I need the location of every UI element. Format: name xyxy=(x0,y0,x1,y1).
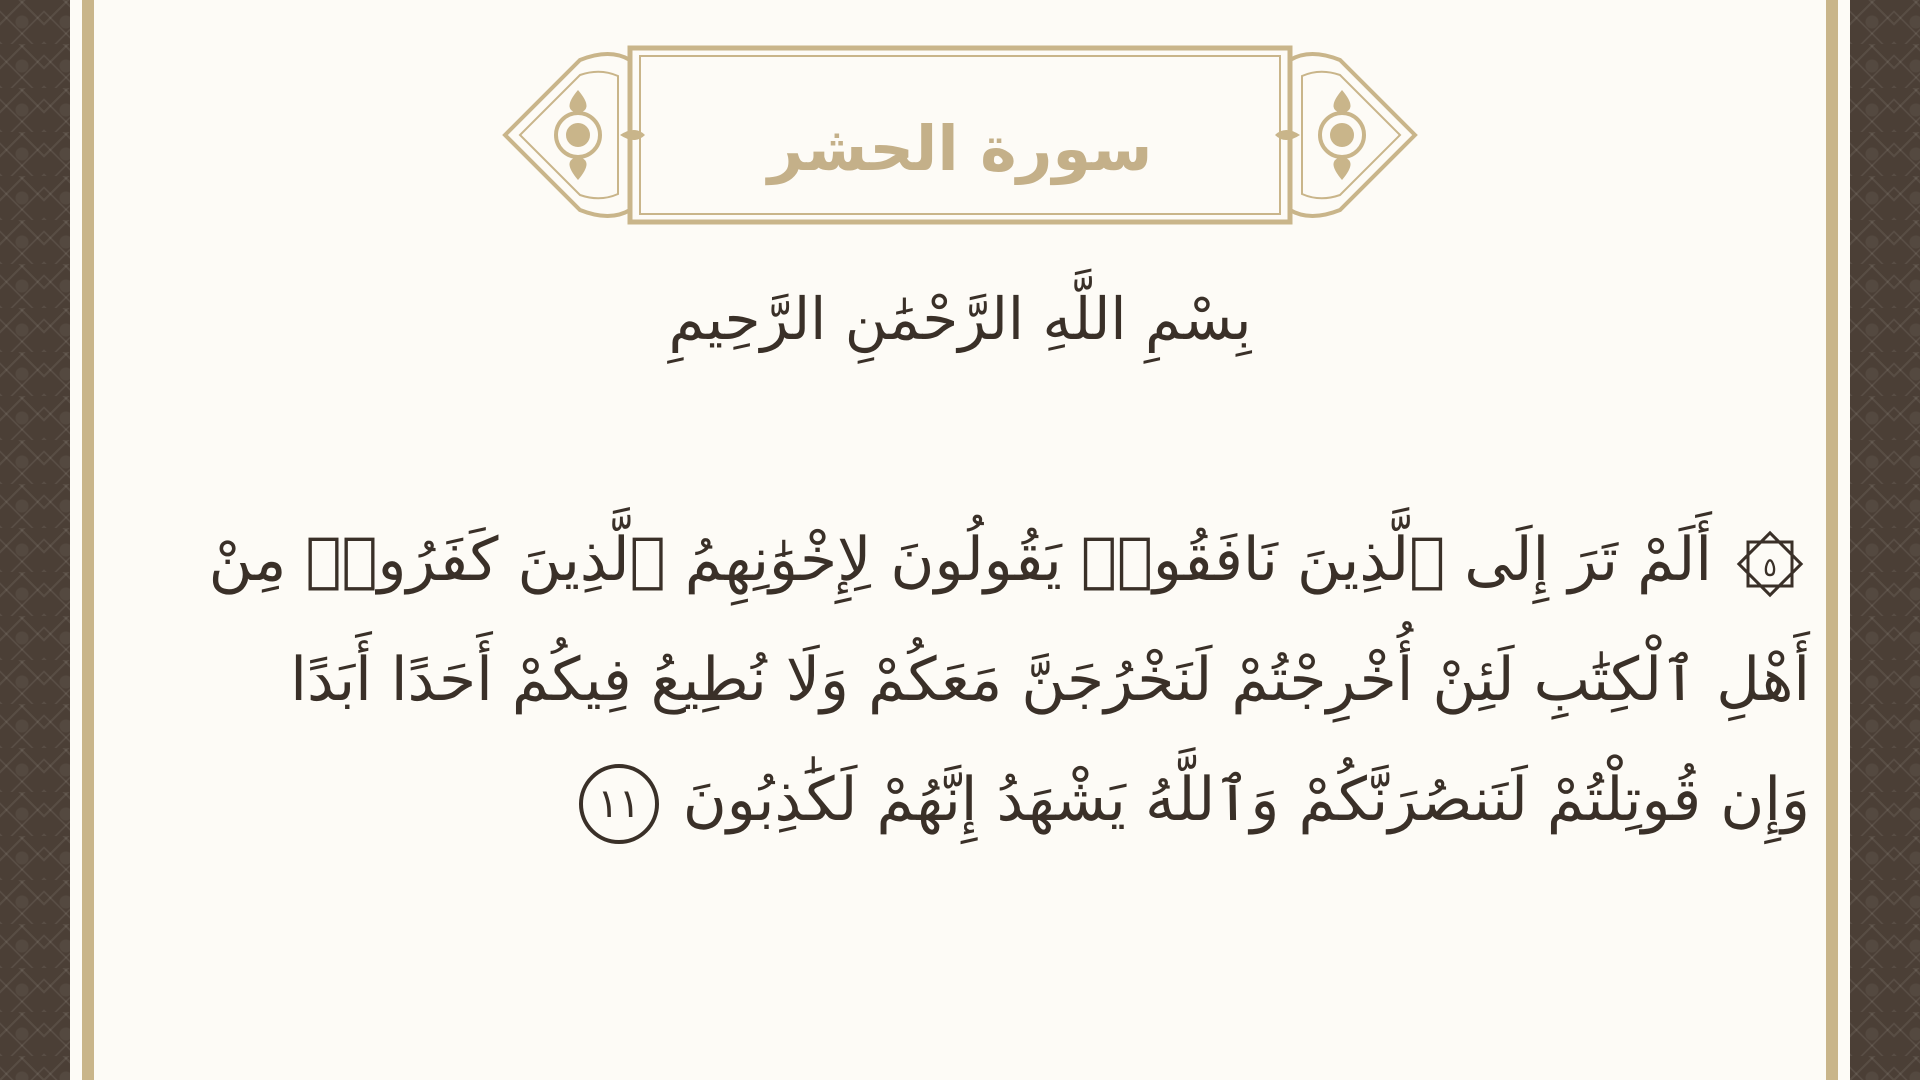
surah-title: سورة الحشر xyxy=(767,112,1153,185)
verse-text xyxy=(208,500,1810,860)
verse-line-1 xyxy=(208,500,1810,620)
verse-line-1-text: أَلَمْ تَرَ إِلَى ٱلَّذِينَ نَافَقُوا۟ يَقُولُونَ لِإِخْوَٰنِهِمُ ٱلَّذِينَ كَفَرُوا۟ مِنْ xyxy=(208,525,1712,595)
verse-line-2 xyxy=(250,620,1810,740)
left-pattern-border xyxy=(0,0,70,1080)
verse-line-2-text: أَهْلِ ٱلْكِتَٰبِ لَئِنْ أُخْرِجْتُمْ لَنَخْرُجَنَّ مَعَكُمْ وَلَا نُطِيعُ فِيكُمْ أَحَدًا أَبَدًا xyxy=(290,645,1810,715)
basmala: بِسْمِ اللَّهِ الرَّحْمَٰنِ الرَّحِيمِ xyxy=(668,285,1252,353)
rub-symbol: ٥ xyxy=(1763,553,1777,584)
right-pattern-border xyxy=(1850,0,1920,1080)
ayah-number-badge: ١١ xyxy=(579,764,659,844)
verse-line-3-text: وَإِن قُوتِلْتُمْ لَنَنصُرَنَّكُمْ وَٱللَّهُ يَشْهَدُ إِنَّهُمْ لَكَٰذِبُونَ xyxy=(682,765,1810,835)
right-gold-rule xyxy=(1826,0,1838,1080)
surah-title-cartouche xyxy=(500,40,1420,230)
verse-line-3 xyxy=(250,740,1810,860)
rub-el-hizb-icon xyxy=(1730,524,1810,604)
left-gold-rule xyxy=(82,0,94,1080)
